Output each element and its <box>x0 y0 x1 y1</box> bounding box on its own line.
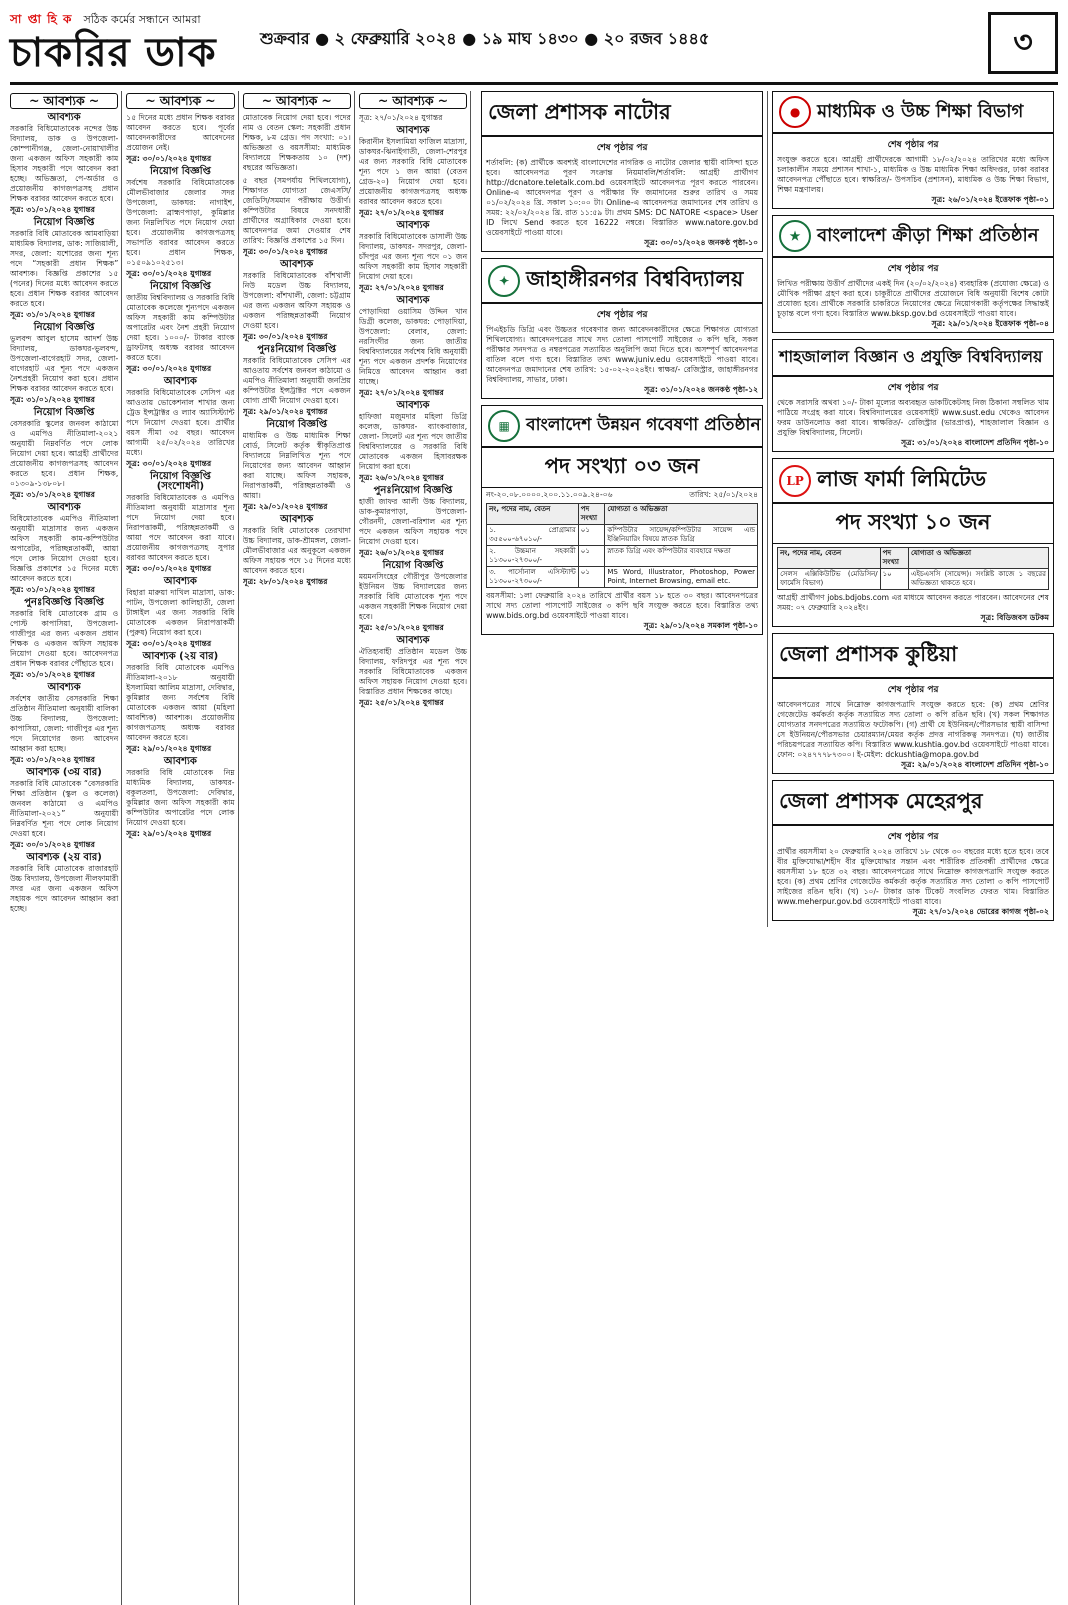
classified-ad <box>243 260 351 342</box>
bids-body <box>482 591 762 634</box>
classified-ad <box>126 282 234 374</box>
ad-source: সূত্র: ২৯/০১/২০২৪ যুগান্তর <box>242 407 328 416</box>
bids-job-table <box>486 503 758 588</box>
table-cell: সেলস এক্সিকিউটিভ (মেডিসিন/ফার্মেসি বিভাগ) <box>778 569 881 590</box>
ad-source: সূত্র: ৩০/০১/২০২৪ যুগান্তর <box>126 639 212 648</box>
ad-source: সূত্র: ২৫/০১/২০২৪ যুগান্তর <box>358 623 444 632</box>
ad-text: সরকারি বিধিমোতাবেক নন্দের উচ্চ বিদ্যালয়, ডাক ও উপজেলা-কোম্পানীগঞ্জ, জেলা-নোয়াখালীর জন্য একজন অফিস সহকারী কাম হিসাব সহকারী পদে আবেদন করা হচ্ছে। অভিজ্ঞতা, পে-অর্ডার ও প্রয়োজনীয় কাগজপত্রসহ প্রধান শিক্ষক বরাবর আবেদন করতে হবে। <box>10 124 119 203</box>
newspaper-title: চাকরির ডাক <box>10 29 217 76</box>
ad-heading: আবশ্যক (২য় বার) <box>26 852 102 863</box>
ad-text: সর্বশেষ সরকারি বিধিমোতাবেক মৌলভীবাজার জেলার সদর উপজেলা, ডাকঘর: নাগাইশ, উপজেলা: ব্রাহ্মণপাড়া, কুমিল্লার জন্য নিম্নলিখিত পদে নিয়োগ দেয়া হবে। প্রয়োজনীয় কাগজপত্রসহ সভাপতি বরাবর আবেদন করতে হবে। প্রধান শিক্ষক, ০১৫০৯১০২৫১৩। <box>126 178 235 267</box>
ad-text: সরকারি বিধি মোতাবেক এমপিও নীতিমালা-২০১৮ অনুযায়ী ইসলামিয়া আলিম মাদ্রাসা, দেবিদ্বার, কুমিল্লার জন্য সর্বশেষ বিধি মোতাবেক একজন আয়া (মহিলা আবশ্যিক) আবশ্যক। প্রয়োজনীয় কাগজপত্রসহ অধ্যক্ষ বরাবর আবেদন করতে হবে। <box>126 663 235 742</box>
classified-column-3 <box>243 91 355 1605</box>
ad-heading: নিয়োগ বিজ্ঞপ্তি <box>266 419 328 430</box>
table-header-row <box>778 548 1049 569</box>
jahangirnagar-continued: শেষ পৃষ্ঠার পর <box>596 310 648 320</box>
ad-heading: পুনঃনিয়োগ বিজ্ঞপ্তি <box>257 344 337 355</box>
bids-ref-row <box>482 488 762 503</box>
jahangirnagar-body <box>482 325 762 398</box>
dateline: শুক্রবার ● ২ ফেব্রুয়ারি ২০২৪ ● ১৯ মাঘ ১৪৩০ ● ২০ রজব ১৪৪৫ <box>260 29 710 48</box>
classified-ad <box>126 113 234 164</box>
ad-heading: আবশ্যক <box>396 295 430 306</box>
lazz-body <box>773 593 1053 626</box>
bids-text: বয়সসীমা: ১লা ফেব্রুয়ারি ২০২৪ তারিখে প্রার্থীর বয়স ১৮ হতে ৩০ বছর। আবেদনপত্রের সাথে সদ্য তোলা পাসপোর্ট সাইজের ৩ কপি ছবি সংযুক্ত করতে হবে। বিস্তারিত তথ্য www.bids.org.bd ওয়েবসাইটে পাওয়া যাবে। <box>486 591 759 620</box>
classified-ad <box>10 218 118 320</box>
kushtia-title: জেলা প্রশাসক কুষ্টিয়া <box>773 634 1053 679</box>
ad-text: সরকারি বিধিমোতাবেক সেসিপ এর আওতায় ভোকেশনাল শাখার জন্য ট্রেড ইন্সট্রাক্টর ও ল্যাব অ্যাসিস্ট্যান্ট পদে নিয়োগ দেওয়া হবে। প্রার্থীর বয়স সীমা ৩৫ বছর। আবেদন আগামী ২৫/০২/২০২৪ তারিখের মধ্যে। <box>126 388 235 457</box>
bids-title: বাংলাদেশ উন্নয়ন গবেষণা প্রতিষ্ঠান <box>526 415 761 435</box>
weekly-label: সা প্তা হি ক <box>10 12 73 26</box>
meherpur-title: জেলা প্রশাসক মেহেরপুর <box>773 781 1053 826</box>
bksp-logo-icon: ★ <box>779 220 811 252</box>
table-cell: ১. প্রোগ্রামার ৩৫৫০০-৬৭০১০/- <box>487 525 579 546</box>
classified-ad <box>243 515 351 587</box>
page-body <box>10 91 1058 1605</box>
table-cell: ০১ <box>578 525 605 546</box>
ad-text: মোতাবেক নিয়োগ দেয়া হবে। পদের নাম ও বেতন স্কেল: সহকারী প্রধান শিক্ষক, ৮ম গ্রেড। পদ সংখ্যা: ০১। অভিজ্ঞতা ও বয়সসীমা: মাধ্যমিক বিদ্যালয়ে শিক্ষকতায় ১০ (দশ) বছরের অভিজ্ঞতা। <box>242 113 351 172</box>
sust-title: শাহজালাল বিজ্ঞান ও প্রযুক্তি বিশ্ববিদ্যালয় <box>773 340 1053 377</box>
table-cell: কম্পিউটার সায়েন্স/কম্পিউটার সায়েন্স এন্ড ইঞ্জিনিয়ারিং বিষয়ে স্নাতক ডিগ্রি <box>605 525 758 546</box>
ad-text: ৫ বছর (সমপর্যায় শিথিলযোগ্য), শিক্ষাগত যোগ্যতা জেএসসি/জেডিসি/সমমান পরীক্ষায় উত্তীর্ণ। কম্পিউটার বিষয়ে সনদধারী প্রার্থীদের অগ্রাধিকার দেওয়া হবে। আবেদনপত্র জমা দেওয়ার শেষ তারিখ: বিজ্ঞপ্তি প্রকাশের ১৫ দিন। <box>242 176 351 245</box>
bksp-continued: শেষ পৃষ্ঠার পর <box>887 264 939 274</box>
ad-source: সূত্র: ২৬/০১/২০২৪ যুগান্তর <box>358 473 444 482</box>
page-number: ৩ <box>988 12 1058 74</box>
classified-ad <box>10 853 118 914</box>
ad-heading: পুনঃনিয়োগ বিজ্ঞপ্তি <box>373 485 453 496</box>
sust-text: থেকে সরাসরি অথবা ১০/- টাকা মূল্যের অব্যবহৃত ডাকটিকেটসহ নিজ ঠিকানা সম্বলিত খাম পাঠিয়ে সংগ্রহ করা যাবে। বিশ্ববিদ্যালয়ের ওয়েবসাইট www.sust.edu থেকেও আবেদন ফরম ডাউনলোড করা যাবে। স্বাক্ষরিত/- রেজিস্ট্রার (ভারপ্রাপ্ত), শাহজালাল বিজ্ঞান ও প্রযুক্তি বিশ্ববিদ্যালয়, সিলেট। <box>777 398 1049 437</box>
jahangirnagar-text: পিএইচডি ডিগ্রি এবং উচ্চতর গবেষণার জন্য আবেদনকারীদের ক্ষেত্রে শিক্ষাগত যোগ্যতা শিথিলযোগ্য। আবেদনপত্রের সাথে সদ্য তোলা পাসপোর্ট সাইজের ৩ কপি ছবি, সকল পরীক্ষার সনদপত্র ও নম্বরপত্রের সত্যায়িত অনুলিপি জমা দিতে হবে। অসম্পূর্ণ আবেদনপত্র বাতিল বলে গণ্য হবে। বিস্তারিত তথ্য www.juniv.edu ওয়েবসাইটে পাওয়া যাবে। আবেদনপত্র জমাদানের শেষ তারিখ: ১৫-০২-২০২৪ইং। স্বাক্ষর/- রেজিস্ট্রার, জাহাঙ্গীরনগর বিশ্ববিদ্যালয়, সাভার, ঢাকা। <box>486 325 759 384</box>
ad-heading: আবশ্যক <box>280 259 314 270</box>
table-header-cell: যোগ্যতা ও অভিজ্ঞতা <box>909 548 1049 569</box>
ad-text: হাফিজা মজুমদার মহিলা ডিগ্রি কলেজ, ডাকঘর- ব্যাংকবাজার, জেলা- সিলেট এর শূন্য পদে জাতীয় বিশ্ববিদ্যালয়ের ও সরকারি বিধি মোতাবেক একজন হিসাবরক্ষক নিয়োগ করা হবে। <box>358 412 468 471</box>
natore-notice <box>481 91 763 252</box>
table-header-cell: নং, পদের নাম, বেতন <box>487 504 579 525</box>
natore-body <box>482 158 762 251</box>
ad-source: সূত্র: ৩০/০১/২০২৪ যুগান্তর <box>126 364 212 373</box>
ad-source: সূত্র: ২৭/০১/২০২৪ যুগান্তর <box>358 208 444 217</box>
bids-notice <box>481 405 763 635</box>
classified-ad <box>359 401 467 483</box>
jahangirnagar-title: জাহাঙ্গীরনগর বিশ্ববিদ্যালয় <box>526 266 744 291</box>
sust-source: সূত্র: ৩১/০১/২০২৪ বাংলাদেশ প্রতিদিন পৃষ্ঠা-১০ <box>901 438 1049 447</box>
ad-source: সূত্র: ৩১/০১/২০২৪ যুগান্তর <box>10 395 95 404</box>
bksp-notice <box>772 215 1054 333</box>
table-header-cell: নং, পদের নাম, বেতন <box>778 548 881 569</box>
classified-ad <box>10 408 118 500</box>
classified-column-4 <box>359 91 471 1605</box>
natore-source: সূত্র: ৩০/০১/২০২৪ জনকণ্ঠ পৃষ্ঠা-১০ <box>644 238 759 247</box>
ad-heading: আবশ্যক <box>396 220 430 231</box>
university-logo-icon: ✦ <box>488 265 520 297</box>
ad-source: সূত্র: ৩০/০১/২০২৪ যুগান্তর <box>10 840 95 849</box>
ad-source: সূত্র: ২৯/০১/২০২৪ যুগান্তর <box>126 829 212 838</box>
bksp-text: লিখিত পরীক্ষায় উত্তীর্ণ প্রার্থীদের একই দিন (২০/০২/২০২৪) ব্যবহারিক (প্রযোজ্য ক্ষেত্রে) ও মৌখিক পরীক্ষা গ্রহণ করা হবে। চাকুরীতে প্রার্থীদের প্রয়োজনে বিধি অনুযায়ী বিশেষ কোটা প্রযোজ্য হবে। প্রার্থীকে সরকারি চাকরিতে নিয়োগের ক্ষেত্রে নিয়োগকারী কর্তৃপক্ষের সিদ্ধান্তই চূড়ান্ত বলে গণ্য হবে। বিস্তারিত www.bksp.gov.bd ওয়েবসাইটে পাওয়া যাবে। <box>777 279 1049 318</box>
ad-heading: আবশ্যক <box>163 376 197 387</box>
ad-source: সূত্র: ৩০/০১/২০২৪ যুগান্তর <box>126 154 212 163</box>
classified-ad <box>126 577 234 649</box>
secondary-edu-continued: শেষ পৃষ্ঠার পর <box>887 140 939 150</box>
table-cell: ২. উচ্চমান সহকারী ১১৩০০-২৭৩০০/- <box>487 546 579 567</box>
ad-heading: আবশ্যক <box>396 400 430 411</box>
bids-post-count: পদ সংখ্যা ০৩ জন <box>482 448 762 488</box>
meherpur-body <box>773 847 1053 920</box>
table-row <box>487 567 758 588</box>
ad-source: সূত্র: ৩০/০১/২০২৪ যুগান্তর <box>242 332 328 341</box>
lazz-title: লাজ ফার্মা লিমিটেড <box>817 466 987 491</box>
classified-ad <box>359 113 467 123</box>
ad-text: বিধিমোতাবেক এমপিও নীতিমালা অনুযায়ী মাদ্রাসার জন্য একজন অফিস সহকারী কাম-কম্পিউটার অপারেটর, পরিচ্ছন্নতাকর্মী, আয়া পদে লোক নিয়োগ দেওয়া হবে। বিজ্ঞপ্তি প্রকাশের ১৫ দিনের মধ্যে আবেদন করতে হবে। <box>10 514 119 583</box>
classified-ad <box>359 561 467 633</box>
secondary-edu-title: মাধ্যমিক ও উচ্চ শিক্ষা বিভাগ <box>817 100 1024 122</box>
classified-ad <box>243 420 351 512</box>
table-cell: MS Word, Illustrator, Photoshop, Power Point, Internet Browsing, email etc. <box>605 567 758 588</box>
classified-ad <box>10 768 118 850</box>
ad-heading: আবশ্যক <box>396 635 430 646</box>
ad-text: ১৫ দিনের মধ্যে প্রধান শিক্ষক বরাবর আবেদন করতে হবে। পূর্বের আবেদনকারীদের আবেদনের প্রয়োজন নেই। <box>126 113 235 152</box>
ad-source: সূত্র: ২৭/০১/২০২৪ যুগান্তর <box>358 388 444 397</box>
ad-source: সূত্র: ৩১/০১/২০২৪ যুগান্তর <box>10 310 95 319</box>
bksp-title: বাংলাদেশ ক্রীড়া শিক্ষা প্রতিষ্ঠান <box>817 224 1039 246</box>
ad-text: সরকারি বিধি মোতাবেক রাজারহাট উচ্চ বিদ্যালয়, উপজেলা নীলফামারী সদর এর জন্য একজন অফিস সহায়ক পদে আবেদন আহ্বান করা হচ্ছে। <box>10 864 119 913</box>
secondary-edu-text: সংযুক্ত করতে হবে। আগ্রহী প্রার্থীদেরকে আগামী ১৮/০২/২০২৪ তারিখের মধ্যে অফিস চলাকালীন সময়ে প্রশাসন শাখা-১, মাধ্যমিক ও উচ্চ মাধ্যমিক শিক্ষা অধিদপ্তর, ঢাকা বরাবর আবেদনপত্র পৌঁছাতে হবে। স্বাক্ষরিত/- উপসচিব (প্রশাসন), মাধ্যমিক ও উচ্চ শিক্ষা বিভাগ, শিক্ষা মন্ত্রণালয়। <box>777 155 1049 194</box>
secondary-edu-header <box>773 92 1053 134</box>
classified-ad <box>126 377 234 469</box>
table-header-cell: যোগ্যতা ও অভিজ্ঞতা <box>605 504 758 525</box>
ad-text: ভুলবন্দ আবুল হাসেম আদর্শ উচ্চ বিদ্যালয়, ডাকঘর-ভুলবন্দ, উপজেলা-বাগেরহাট সদর, জেলা-বাগেরহাট এর শূন্য পদে একজন নৈশপ্রহরী নিয়োগ করা হবে। প্রধান শিক্ষক বরাবর আবেদন করতে হবে। <box>10 334 119 393</box>
ad-heading: নিয়োগ বিজ্ঞপ্তি <box>33 217 95 228</box>
ad-heading: নিয়োগ বিজ্ঞপ্তি <box>33 322 95 333</box>
notices-area <box>477 91 1058 1605</box>
bids-table-wrap <box>482 503 762 591</box>
sust-body <box>773 398 1053 451</box>
kushtia-body <box>773 700 1053 773</box>
ad-text: ময়মনসিংহের গৌরীপুর উপজেলার ইউনিয়ন উচ্চ বিদ্যালয়ের জন্য সরকারি বিধি মোতাবেক শূন্য পদে একজন সহকারী শিক্ষক নিয়োগ দেয়া হবে। <box>358 572 468 621</box>
secondary-edu-source: সূত্র: ২৬/০১/২০২৪ ইত্তেফাক পৃষ্ঠা-০১ <box>931 195 1049 204</box>
lazz-job-table <box>777 547 1049 590</box>
ad-text: সরকারি বিধি মোতাবেক “বেসরকারি শিক্ষা প্রতিষ্ঠান (স্কুল ও কলেজ) জনবল কাঠামো ও এমপিও নীতিমালা-২০২১” অনুযায়ী নিম্নবর্ণিত শূন্য পদে লোক নিয়োগ দেওয়া হবে। <box>10 779 119 838</box>
bksp-source: সূত্র: ২৯/০১/২০২৪ ইত্তেফাক পৃষ্ঠা-০৪ <box>931 319 1049 328</box>
ad-text: বিহারা মারুয়া দাখিল মাদ্রাসা, ডাক: পাটন, উপজেলা কালিহাতী, জেলা টাঙ্গাইল এর জন্য সরকারি বিধি মোতাবেক একজন নিরাপত্তাকর্মী (পুরুষ) নিয়োগ করা হবে। <box>126 588 235 637</box>
ad-source: সূত্র: ২৫/০১/২০২৪ যুগান্তর <box>358 698 444 707</box>
ad-heading: আবশ্যক <box>47 682 81 693</box>
natore-title: জেলা প্রশাসক নাটোর <box>482 92 762 137</box>
kushtia-source: সূত্র: ২৯/০১/২০২৪ বাংলাদেশ প্রতিদিন পৃষ্ঠা-১০ <box>901 760 1049 769</box>
sust-continued: শেষ পৃষ্ঠার পর <box>887 383 939 393</box>
table-row <box>778 569 1049 590</box>
table-cell: ০১ <box>578 546 605 567</box>
lazz-logo-icon: LP <box>779 465 811 497</box>
classified-ad <box>359 126 467 218</box>
bksp-header <box>773 216 1053 258</box>
ad-heading: আবশ্যক <box>47 502 81 513</box>
classified-ad <box>243 345 351 417</box>
lazz-post-count: পদ সংখ্যা ১০ জন <box>773 504 1053 544</box>
classified-ad <box>126 652 234 754</box>
classified-ad <box>243 176 351 257</box>
jahangirnagar-header <box>482 259 762 304</box>
ad-heading: নিয়োগ বিজ্ঞপ্তি (সংশোধনী) <box>150 471 211 492</box>
ad-text: জাতীয় বিশ্ববিদ্যালয় ও সরকারি বিধি মোতাবেক কলেজে শূন্যপদে একজন অফিস সহকারী কাম কম্পিউটার অপারেটর এবং নৈশ প্রহরী নিয়োগ দেয়া হবে। ১০০০/- টাকার ব্যাংক ড্রাফটসহ অধ্যক্ষ বরাবর আবেদন করতে হবে। <box>126 293 235 362</box>
ad-source: সূত্র: ২৬/০১/২০২৪ যুগান্তর <box>358 548 444 557</box>
bksp-body <box>773 279 1053 332</box>
secondary-edu-body <box>773 155 1053 208</box>
ad-heading: আবশ্যক (২য় বার) <box>142 651 219 662</box>
ad-heading: নিয়োগ বিজ্ঞপ্তি <box>33 407 95 418</box>
ad-text: সর্বশেষ জাতীয় বেসরকারি শিক্ষা প্রতিষ্ঠান নীতিমালা অনুযায়ী বালিকা উচ্চ বিদ্যালয়, উপজেলা: কাপাসিয়া, জেলা: গাজীপুর এর শূন্য পদে নিয়োগের জন্য আবেদন আহ্বান করা হচ্ছে। <box>10 694 119 753</box>
jahangirnagar-notice <box>481 258 763 399</box>
classified-ad <box>359 636 467 708</box>
ad-text: মাধ্যমিক ও উচ্চ মাধ্যমিক শিক্ষা বোর্ড, সিলেট কর্তৃক স্বীকৃতিপ্রাপ্ত বিদ্যালয়ে নিম্নলিখিত শূন্য পদে নিয়োগের জন্য আবেদন আহ্বান করা যাচ্ছে। অফিস সহায়ক, নিরাপত্তাকর্মী, পরিচ্ছন্নতাকর্মী ও আয়া। <box>242 431 351 500</box>
classified-ad <box>126 472 234 574</box>
section-heading: ~ আবশ্যক ~ <box>126 93 234 109</box>
ad-text: পোড়াদিয়া ওয়াসিম উদ্দিন খান ডিগ্রী কলেজ, ডাকঘর: পোড়াদিয়া, উপজেলা: বেলাব, জেলা: নরসিংদীর জন্য জাতীয় বিশ্ববিদ্যালয়ের সর্বশেষ বিধি অনুযায়ী শূন্য পদে একজন প্রদর্শক নিয়োগের নিমিত্তে আবেদন আহ্বান করা যাচ্ছে। <box>358 307 468 386</box>
bids-date: তারিখ: ২৫/০১/২০২৪ <box>689 490 759 499</box>
ad-source: সূত্র: ৩১/০১/২০২৪ যুগান্তর <box>10 585 95 594</box>
ad-text: সরকারি বিধিমোতাবেক সেসিপ এর আওতায় সর্বশেষ জনবল কাঠামো ও এমপিও নীতিমালা অনুযায়ী জনপ্রিয় কম্পিউটার ইন্সট্রাক্টর পদে একজন যোগ্য প্রার্থী নিয়োগ দেওয়া হবে। <box>242 356 351 405</box>
ad-text: কিরানীন ইসলামিয়া ফাজিল মাদ্রাসা, ডাকঘর-ঝিনাইগাতী, জেলা-শেরপুর এর জন্য সরকারি বিধি মোতাবেক শূন্য পদে ১ জন আয়া (বেতন গ্রেড-২০) নিয়োগ দেয়া হবে। প্রয়োজনীয় কাগজপত্রসহ অধ্যক্ষ বরাবর আবেদন করতে হবে। <box>358 137 468 206</box>
natore-text: শর্তাবলি: (ক) প্রার্থীকে অবশ্যই বাংলাদেশের নাগরিক ও নাটোর জেলার স্থায়ী বাসিন্দা হতে হবে। আবেদনপত্র পূরণ সংক্রান্ত নিয়মাবলি/শর্তাবলি: আগ্রহী প্রার্থীগণ http://dcnatore.teletalk.com.bd ওয়েবসাইটে আবেদনপত্র পূরণ করতে পারবেন। Online-এ আবেদনপত্র পূরণ ও পরীক্ষার ফি জমাদানের শুরুর তারিখ ও সময় ০১/০২/২০২৪ খ্রি. সকাল ১০:০০ টা। Online-এ আবেদনপত্র জমাদানের শেষ তারিখ ও সময়: ২২/০২/২০২৪ খ্রি. রাত ১১:৫৯ টা। প্রথম SMS: DC NATORE <space> User ID লিখে Send করতে হবে 16222 নম্বরে। বিস্তারিত www.natore.gov.bd ওয়েবসাইটে পাওয়া যাবে। <box>486 158 759 237</box>
lazz-table-wrap <box>773 544 1053 593</box>
table-cell: এইচএসসি (সায়েন্স)। সংশ্লিষ্ট কাজে ১ বছরের অভিজ্ঞতা থাকতে হবে। <box>909 569 1049 590</box>
classified-column-1 <box>10 91 122 1605</box>
meherpur-source: সূত্র: ২৭/০১/২০২৪ ভোরের কাগজ পৃষ্ঠা-০২ <box>912 907 1049 916</box>
kushtia-continued: শেষ পৃষ্ঠার পর <box>887 685 939 695</box>
ad-text: সরকারি বিধি মোতাবেক গ্রাম ও পোস্ট কাপাসিয়া, উপজেলা-গাজীপুর এর জন্য একজন প্রধান শিক্ষক ও একজন অফিস সহায়ক নিয়োগ দেওয়া হবে। আবেদনপত্র প্রধান শিক্ষক বরাবর পৌঁছাতে হবে। <box>10 609 119 668</box>
ad-text: সূত্র: ২৭/০১/২০২৪ যুগান্তর <box>358 113 443 122</box>
ad-source: সূত্র: ৩০/০১/২০২৪ যুগান্তর <box>126 459 212 468</box>
ad-text: সরকারি বিধি মোতাবেক নিম্ন মাধ্যমিক বিদ্যালয়, ডাকঘর-বকুলতলা, উপজেলা: দেবিদ্বার, কুমিল্লার জন্য অফিস সহকারী কাম কম্পিউটার অপারেটর পদে লোক নিয়োগ দেওয়া হবে। <box>126 768 235 827</box>
ad-source: সূত্র: ২৯/০১/২০২৪ যুগান্তর <box>126 744 212 753</box>
table-cell: স্নাতক ডিগ্রি এবং কম্পিউটার ব্যবহারে দক্ষতা <box>605 546 758 567</box>
ad-text: সরকারি বিধি মোতাবেক আমবাড়িয়া মাধ্যমিক বিদ্যালয়, ডাক: সাজিয়ালী, সদর, জেলা: যশোরের জন্য শূন্য পদে “সহকারী প্রধান শিক্ষক” আবশ্যক। বিজ্ঞপ্তি প্রকাশের ১৫ (পনের) দিনের মধ্যে আবেদন করতে হবে। প্রধান শিক্ষক বরাবর আবেদন করতে হবে। <box>10 229 119 308</box>
ad-source: সূত্র: ৩১/০১/২০২৪ যুগান্তর <box>10 490 95 499</box>
classified-column-2 <box>126 91 238 1605</box>
ad-text: সরকারি বিধিমোতাবেক বাঁশখালী নিউ মডেল উচ্চ বিদ্যালয়, উপজেলা: বাঁশখালী, জেলা: চট্টগ্রাম এর জন্য একজন অফিস সহায়ক ও একজন পরিচ্ছন্নতাকর্মী নিয়োগ দেওয়া হবে। <box>242 271 351 330</box>
bids-logo-icon: ▦ <box>488 410 520 442</box>
ad-text: হাজী জাফর আলী উচ্চ বিদ্যালয়, ডাক-কুমারপাড়া, উপজেলা-গৌরনদী, জেলা-বরিশাল এর শূন্য পদে একজন অফিস সহায়ক পদে নিয়োগ দেওয়া হবে। <box>358 497 468 546</box>
govt-seal-icon: ● <box>779 96 811 128</box>
ad-source: সূত্র: ৩১/০১/২০২৪ যুগান্তর <box>10 670 95 679</box>
table-row <box>487 546 758 567</box>
brand-block <box>10 8 260 75</box>
meherpur-continued: শেষ পৃষ্ঠার পর <box>887 832 939 842</box>
ad-heading: আবশ্যক (৩য় বার) <box>26 767 102 778</box>
table-cell: ১০ <box>880 569 908 590</box>
classified-ad <box>126 167 234 279</box>
ad-text: বেসরকারি স্কুলের জনবল কাঠামো ও এমপিও নীতিমালা-২০২১ অনুযায়ী নিম্নবর্ণিত পদে লোক নিয়োগ দেয়া হবে। আগ্রহী প্রার্থীদের প্রয়োজনীয় কাগজপত্রসহ আবেদন করতে হবে। প্রধান শিক্ষক, ০১৩০৯-১৩৮০৮। <box>10 419 119 488</box>
ad-heading: আবশ্যক <box>47 112 81 123</box>
notices-column-left <box>477 91 767 927</box>
ad-heading: আবশ্যক <box>396 125 430 136</box>
section-heading: ~ আবশ্যক ~ <box>243 93 351 109</box>
classified-ad <box>359 486 467 558</box>
natore-continued: শেষ পৃষ্ঠার পর <box>596 143 648 153</box>
table-row <box>487 525 758 546</box>
tagline: সঠিক কর্মের সন্ধানে আমরা <box>83 13 201 26</box>
table-header-cell: পদ সংখ্যা <box>880 548 908 569</box>
jahangirnagar-source: সূত্র: ৩১/০১/২০২৪ জনকণ্ঠ পৃষ্ঠা-১২ <box>644 385 759 394</box>
kushtia-notice <box>772 633 1054 774</box>
ad-source: সূত্র: ৩০/০১/২০২৪ যুগান্তর <box>126 269 212 278</box>
classified-ad <box>243 113 351 173</box>
secondary-edu-notice <box>772 91 1054 209</box>
bids-ref: নং-২০.০৮.০০০০.২০০.১১.০০৯.২৪-০৬ <box>486 490 613 499</box>
lazz-text: আগ্রহী প্রার্থীগণ jobs.bdjobs.com এর মাধ্যমে আবেদন করতে পারবেন। আবেদনের শেষ সময়: ০৭ ফেব্রুয়ারি ২০২৪ইং। <box>777 593 1049 612</box>
ad-heading: পুনঃবিজ্ঞপ্তি বিজ্ঞপ্তি <box>24 597 104 608</box>
ad-heading: নিয়োগ বিজ্ঞপ্তি <box>150 166 211 177</box>
lazz-source: সূত্র: বিডিজবস ডটকম <box>980 613 1049 622</box>
lazz-notice <box>772 458 1054 627</box>
kushtia-text: আবেদনপত্রের সাথে নিম্নোক্ত কাগজপত্রাদি সংযুক্ত করতে হবে: (ক) প্রথম শ্রেণির গেজেটেড কর্মকর্তা কর্তৃক সত্যায়িত সদ্য তোলা ৩ কপি রঙিন ছবি। (খ) সকল শিক্ষাগত যোগ্যতার সনদপত্রের সত্যায়িত ফটোকপি। (গ) প্রার্থী যে ইউনিয়ন/পৌরসভার স্থায়ী বাসিন্দা সে ইউনিয়ন/পৌরসভার চেয়ারম্যান/মেয়র কর্তৃক প্রদত্ত নাগরিকত্ব সনদপত্র। (ঘ) জাতীয় পরিচয়পত্রের সত্যায়িত কপি। বিস্তারিত www.kushtia.gov.bd ওয়েবসাইটে পাওয়া যাবে। ফোন: ০২৪৭৭৭৮৭৩০০। ই-মেইল: dckushtia@mopa.gov.bd <box>777 700 1049 759</box>
ad-heading: নিয়োগ বিজ্ঞপ্তি <box>382 560 444 571</box>
classified-ad <box>126 757 234 839</box>
ad-heading: আবশ্যক <box>163 756 197 767</box>
classified-ad <box>10 598 118 680</box>
table-cell: ৩. পার্সোনাল এসিস্ট্যান্ট ১১৩০০-২৭৩০০/- <box>487 567 579 588</box>
ad-source: সূত্র: ২৯/০১/২০২৪ যুগান্তর <box>242 502 328 511</box>
notices-row <box>477 91 1058 927</box>
ad-heading: আবশ্যক <box>163 576 197 587</box>
ad-text: ঐতিহ্যবাহী প্রতিষ্ঠান মডেল উচ্চ বিদ্যালয়, ফরিদপুর এর শূন্য পদে সরকারি বিধিমোতাবেক একজন অফিস সহায়ক নিয়োগ দেওয়া হবে। বিস্তারিত প্রধান শিক্ষকের কাছে। <box>358 647 468 696</box>
classified-ad <box>10 113 118 215</box>
ad-source: সূত্র: ২৭/০১/২০২৪ যুগান্তর <box>358 283 444 292</box>
classified-ad <box>10 323 118 405</box>
meherpur-notice <box>772 780 1054 921</box>
ad-source: সূত্র: ৩১/০১/২০২৪ যুগান্তর <box>10 755 95 764</box>
lazz-header <box>773 459 1053 504</box>
meherpur-text: প্রার্থীর বয়সসীমা ২০ ফেব্রুয়ারি ২০২৪ তারিখে ১৮ থেকে ৩০ বছরের মধ্যে হতে হবে। তবে বীর মুক্তিযোদ্ধা/শহীদ বীর মুক্তিযোদ্ধার সন্তান এবং শারীরিক প্রতিবন্ধী প্রার্থীদের ক্ষেত্রে বয়সসীমা ১৮ হতে ৩২ বছর। আবেদনপত্রের সাথে নিম্নোক্ত কাগজপত্রাদি সংযুক্ত করতে হবে। (ক) প্রথম শ্রেণির গেজেটেড কর্মকর্তা কর্তৃক সত্যায়িত সদ্য তোলা ৩ কপি পাসপোর্ট সাইজের রঙিন ছবি। (খ) ১০/- টাকার ডাক টিকেট সংবলিত ফেরত খাম। বিস্তারিত www.meherpur.gov.bd ওয়েবসাইটে পাওয়া যাবে। <box>777 847 1049 906</box>
bids-source: সূত্র: ২৯/০১/২০২৪ সমকাল পৃষ্ঠা-১০ <box>643 621 759 630</box>
bids-header <box>482 406 762 448</box>
notices-column-right <box>767 91 1058 927</box>
table-cell: ০১ <box>578 567 605 588</box>
section-heading: ~ আবশ্যক ~ <box>10 93 118 109</box>
classified-ad <box>10 503 118 595</box>
ad-source: সূত্র: ৩০/০১/২০২৪ যুগান্তর <box>242 247 328 256</box>
ad-heading: নিয়োগ বিজ্ঞপ্তি <box>150 281 211 292</box>
masthead <box>10 8 1058 85</box>
ad-source: সূত্র: ২৮/০১/২০২৪ যুগান্তর <box>242 577 328 586</box>
ad-text: সরকারি বিধিমোতাবেক ও এমপিও নীতিমালা অনুযায়ী মাদ্রাসার শূন্য পদে নিয়োগ দেয়া হবে। নিরাপত্তাকর্মী, পরিচ্ছন্নতাকর্মী ও আয়া পদে আবেদন করা যাবে। প্রয়োজনীয় কাগজপত্রসহ সুপার বরাবর আবেদন করতে হবে। <box>126 493 235 562</box>
classified-ad <box>10 683 118 765</box>
section-heading: ~ আবশ্যক ~ <box>359 93 467 109</box>
classified-ad <box>359 296 467 398</box>
ad-text: সরকারি বিধিমোতাবেক ডাসালী উচ্চ বিদ্যালয়, ডাকঘর- সদরপুর, জেলা- চাঁদপুর এর জন্য শূন্য পদে ০১ জন অফিস সহকারী কাম হিসাব সহকারী নিয়োগ দেয়া হবে। <box>358 232 468 281</box>
ad-heading: আবশ্যক <box>280 514 314 525</box>
table-header-cell: পদ সংখ্যা <box>578 504 605 525</box>
sust-notice <box>772 339 1054 452</box>
classified-ad <box>359 221 467 293</box>
ad-source: সূত্র: ৩০/০১/২০২৪ যুগান্তর <box>126 564 212 573</box>
table-header-row <box>487 504 758 525</box>
ad-source: সূত্র: ৩১/০১/২০২৪ যুগান্তর <box>10 205 95 214</box>
ad-text: সরকারি বিধি মোতাবেক তেরখাদা উচ্চ বিদ্যালয়, ডাক-শ্রীমঙ্গল, জেলা-মৌলভীবাজার এর অনুকূলে একজন অফিস সহায়ক পদে ১৫ দিনের মধ্যে আবেদন করতে হবে। <box>242 526 351 575</box>
